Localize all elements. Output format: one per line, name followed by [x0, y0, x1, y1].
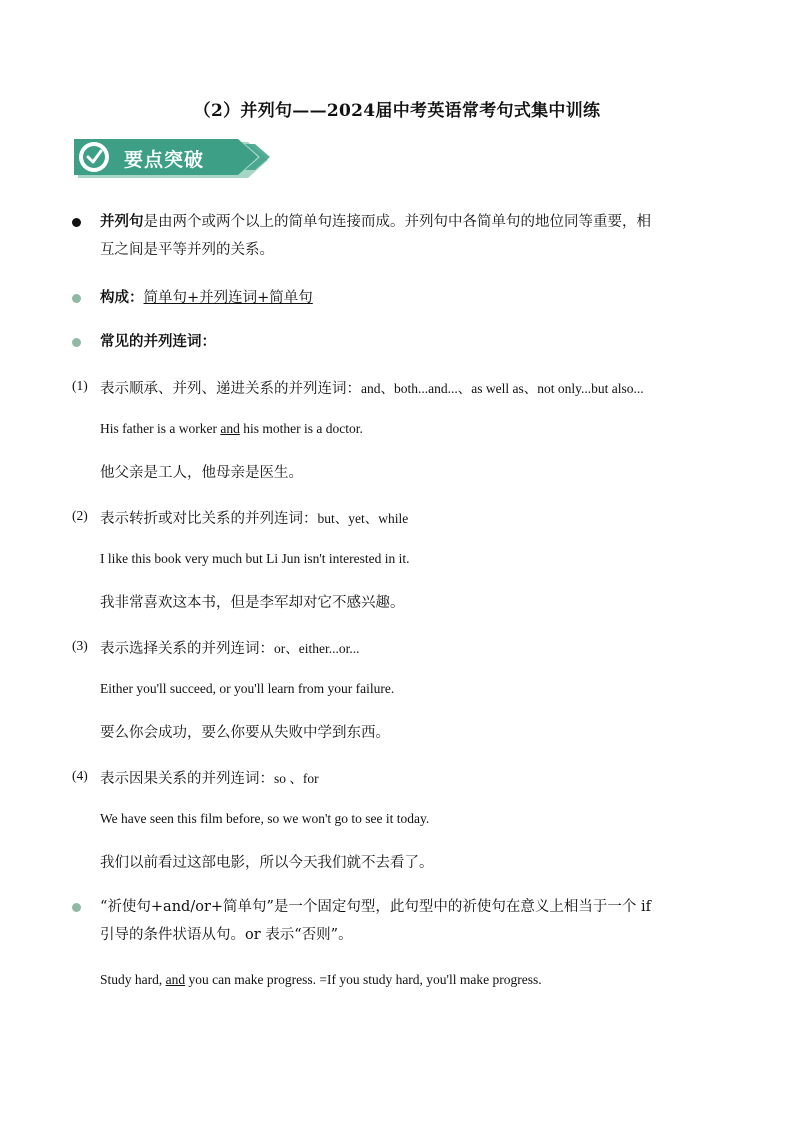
- item-heading: [100, 507, 408, 528]
- item-heading: [100, 377, 644, 398]
- common-heading: [100, 328, 730, 356]
- item-translation: 要么你会成功，要么你要从失败中学到东西。: [100, 725, 390, 741]
- item-translation: 我们以前看过这部电影，所以今天我们就不去看了。: [100, 855, 434, 871]
- item-heading: [100, 767, 319, 788]
- bullet-dot-icon: [72, 338, 81, 347]
- item-heading-text: 表示转折或对比关系的并列连词：: [100, 511, 318, 527]
- example-underlined: and: [165, 972, 186, 987]
- item-heading: [100, 637, 359, 658]
- composition-label: 构成：: [100, 289, 144, 306]
- definition-text: [100, 208, 730, 264]
- banner-label: 要点突破: [124, 149, 205, 171]
- bullet-dot-icon: [72, 294, 81, 303]
- imperative-example: [100, 972, 542, 988]
- item-number: (1): [72, 378, 88, 393]
- item-number: (3): [72, 638, 88, 653]
- item-words: or、either...or...: [274, 641, 360, 656]
- item-example: Either you'll succeed, or you'll learn from your failure.: [100, 681, 395, 696]
- item-example: We have seen this film before, so we won't go to see it today.: [100, 811, 430, 826]
- section-banner: [70, 136, 275, 180]
- definition-line2: 互之间是平等并列的关系。: [100, 242, 274, 258]
- item-words: and、both...and...、as well as、not only...but also...: [361, 381, 644, 396]
- common-conjunctions-bullet: [72, 328, 732, 356]
- item-example: [100, 421, 363, 437]
- imperative-line1: “祈使句+and/or+简单句”是一个固定句型，此句型中的祈使句在意义上相当于一个 if: [100, 899, 652, 915]
- definition-term: 并列句: [100, 213, 144, 230]
- item-number: (4): [72, 768, 88, 783]
- common-heading-text: 常见的并列连词：: [100, 333, 216, 350]
- bullet-dot-icon: [72, 903, 81, 912]
- composition-bullet: [72, 284, 732, 312]
- page-title: （2）并列句——2024届中考英语常考句式集中训练: [193, 101, 601, 121]
- item-heading-text: 表示选择关系的并列连词：: [100, 641, 274, 657]
- item-heading-text: 表示顺承、并列、递进关系的并列连词：: [100, 381, 361, 397]
- example-underlined: and: [220, 421, 240, 436]
- imperative-text: [100, 893, 730, 949]
- example-post: his mother is a doctor.: [239, 421, 363, 436]
- definition-line1: 是由两个或两个以上的简单句连接而成。并列句中各简单句的地位同等重要，相: [143, 214, 651, 230]
- bullet-dot-icon: [72, 218, 81, 227]
- example-pre: Study hard,: [100, 972, 166, 987]
- composition-formula: 简单句+并列连词+简单句: [143, 290, 313, 306]
- item-number: (2): [72, 508, 88, 523]
- definition-bullet: [72, 208, 732, 268]
- item-words: but、yet、while: [317, 511, 409, 526]
- item-translation: 他父亲是工人，他母亲是医生。: [100, 465, 303, 481]
- item-example: I like this book very much but Li Jun isn't interested in it.: [100, 551, 410, 566]
- imperative-bullet: [72, 893, 732, 953]
- composition-text: [100, 284, 730, 312]
- example-pre: His father is a worker: [100, 421, 221, 436]
- item-heading-text: 表示因果关系的并列连词：: [100, 771, 274, 787]
- imperative-line2: 引导的条件状语从句。or 表示“否则”。: [100, 927, 353, 943]
- example-post: you can make progress. =If you study hard, you'll make progress.: [185, 972, 542, 987]
- item-translation: 我非常喜欢这本书，但是李军却对它不感兴趣。: [100, 595, 405, 611]
- item-words: so 、for: [274, 771, 319, 786]
